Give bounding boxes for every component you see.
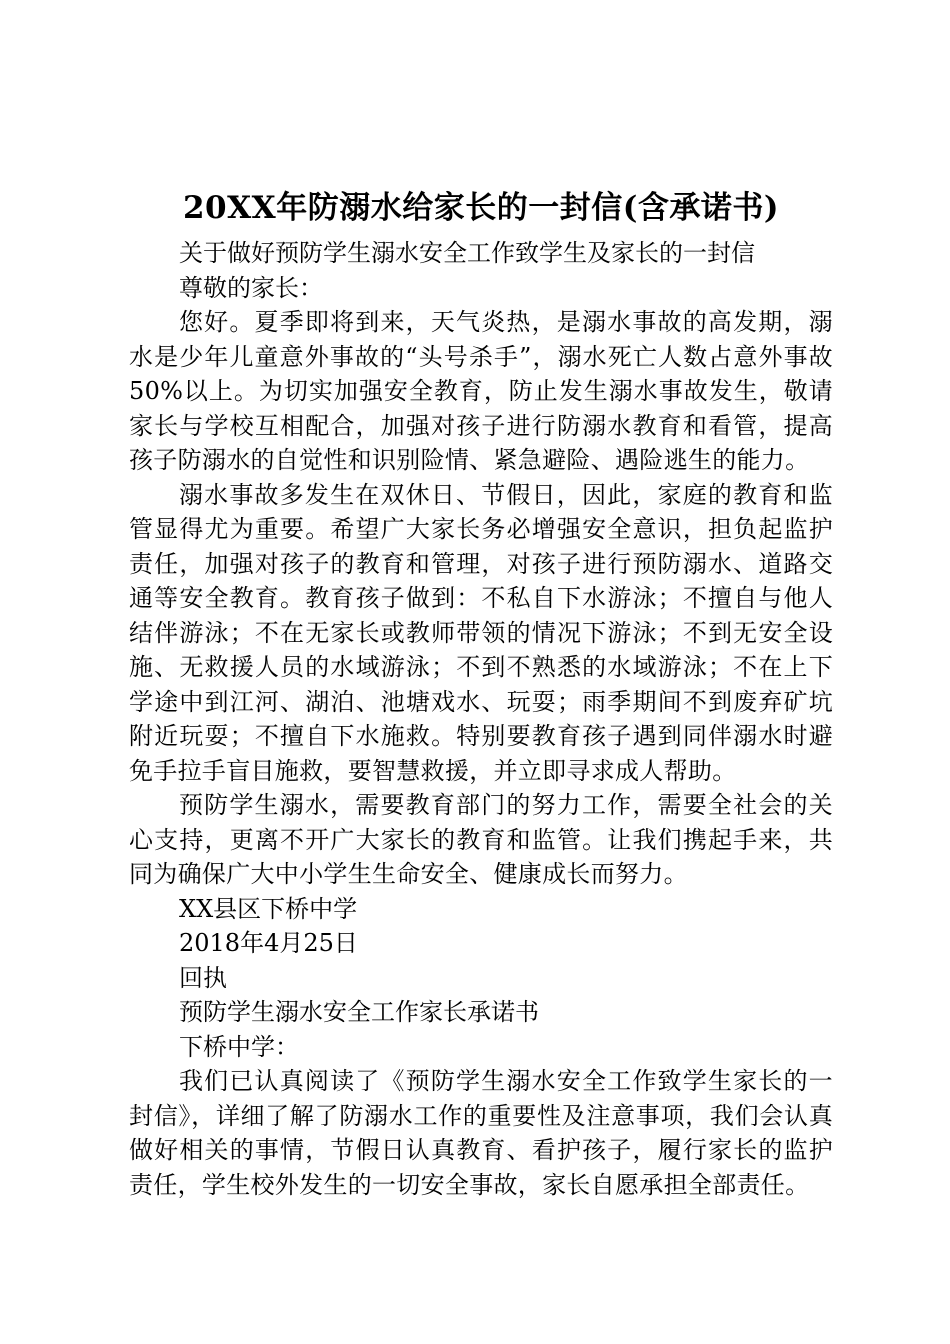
pledge-paragraph: 我们已认真阅读了《预防学生溺水安全工作致学生家长的一封信》，详细了解了防溺水工作的重要性及注意事项，我们会认真做好相关的事情，节假日认真教育、看护孩子，履行家长的监护责任，学生校外发生的一切安全事故，家长自愿承担全部责任。 bbox=[129, 1067, 833, 1199]
letter-date: 2018年4月25日 bbox=[179, 929, 358, 957]
letter-paragraph-2: 溺水事故多发生在双休日、节假日，因此，家庭的教育和监管显得尤为重要。希望广大家长务必增强安全意识，担负起监护责任，加强对孩子的教育和管理，对孩子进行预防溺水、道路交通等安全教育。教育孩子做到：不私自下水游泳；不擅自与他人结伴游泳；不在无家长或教师带领的情况下游泳；不到无安全设施、无救援人员的水域游泳；不到不熟悉的水域游泳；不在上下学途中到江河、湖泊、池塘戏水、玩耍；雨季期间不到废弃矿坑附近玩耍；不擅自下水施救。特别要教育孩子遇到同伴溺水时避免手拉手盲目施救，要智慧救援，并立即寻求成人帮助。 bbox=[129, 480, 833, 785]
pledge-title: 预防学生溺水安全工作家长承诺书 bbox=[179, 998, 539, 1026]
letter-paragraph-1: 您好。夏季即将到来，天气炎热，是溺水事故的高发期，溺水是少年儿童意外事故的“头号杀手”，溺水死亡人数占意外事故50%以上。为切实加强安全教育，防止发生溺水事故发生，敬请家长与学校互相配合，加强对孩子进行防溺水教育和看管，提高孩子防溺水的自觉性和识别险情、紧急避险、遇险逃生的能力。 bbox=[129, 308, 833, 474]
pledge-salutation: 下桥中学： bbox=[179, 1032, 299, 1061]
letter-subtitle: 关于做好预防学生溺水安全工作致学生及家长的一封信 bbox=[179, 239, 755, 267]
receipt-label: 回执 bbox=[179, 963, 227, 992]
letter-signature: XX县区下桥中学 bbox=[179, 894, 358, 923]
document-title: 20XX年防溺水给家长的一封信(含承诺书) bbox=[182, 190, 780, 226]
document-page bbox=[129, 186, 833, 1202]
letter-paragraph-3: 预防学生溺水，需要教育部门的努力工作，需要全社会的关心支持，更离不开广大家长的教育和监管。让我们携起手来，共同为确保广大中小学生生命安全、健康成长而努力。 bbox=[129, 791, 833, 888]
letter-salutation: 尊敬的家长： bbox=[179, 273, 323, 302]
